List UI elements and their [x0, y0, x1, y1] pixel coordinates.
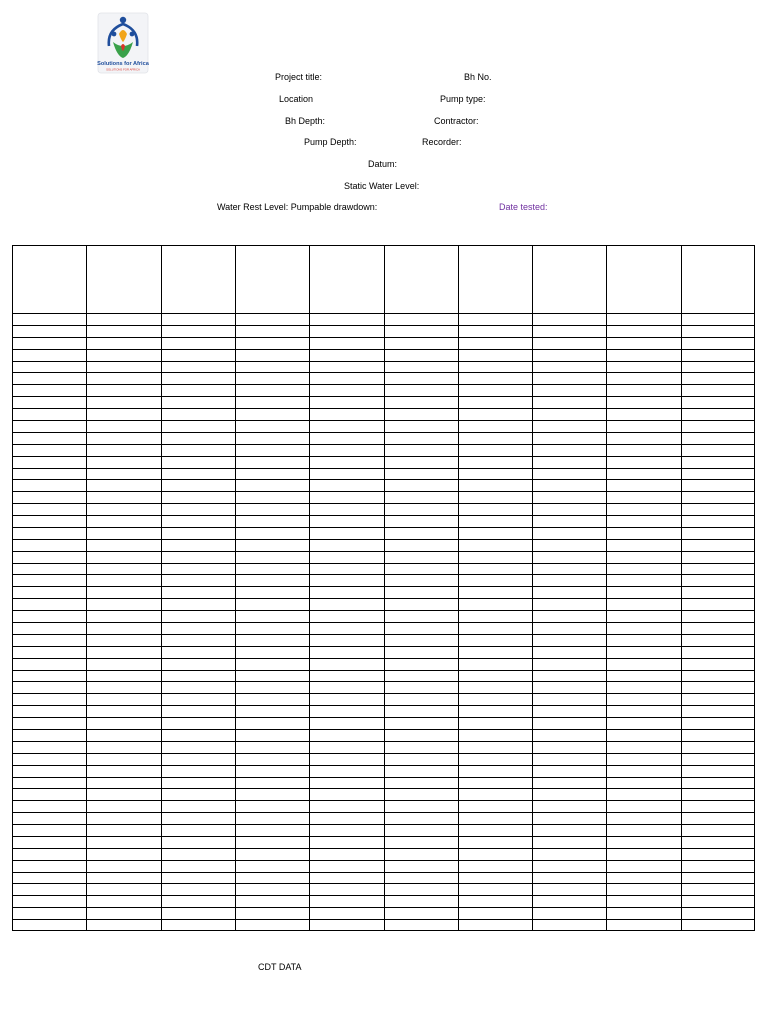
datum-label: Datum: — [368, 159, 398, 169]
water-rest-level-label: Water Rest Level: Pumpable drawdown: — [217, 202, 378, 212]
bh-depth-label: Bh Depth: — [285, 116, 326, 126]
table-border — [13, 246, 755, 931]
solutions-for-africa-logo — [97, 12, 149, 74]
location-label: Location — [279, 94, 314, 104]
pump-depth-label: Pump Depth: — [304, 137, 357, 147]
date-tested-label: Date tested: — [499, 202, 548, 212]
static-water-level-label: Static Water Level: — [344, 181, 420, 191]
contractor-label: Contractor: — [434, 116, 479, 126]
logo-org-name: Solutions for Africa — [97, 61, 149, 67]
recorder-label: Recorder: — [422, 137, 462, 147]
logo-tagline: SOLUTIONS FOR AFRICA — [106, 67, 140, 72]
cdt-data-label: CDT DATA — [258, 962, 302, 972]
pump-type-label: Pump type: — [440, 94, 486, 104]
project-title-label: Project title: — [275, 72, 323, 82]
bh-no-label: Bh No. — [464, 72, 492, 82]
data-table — [12, 245, 755, 931]
